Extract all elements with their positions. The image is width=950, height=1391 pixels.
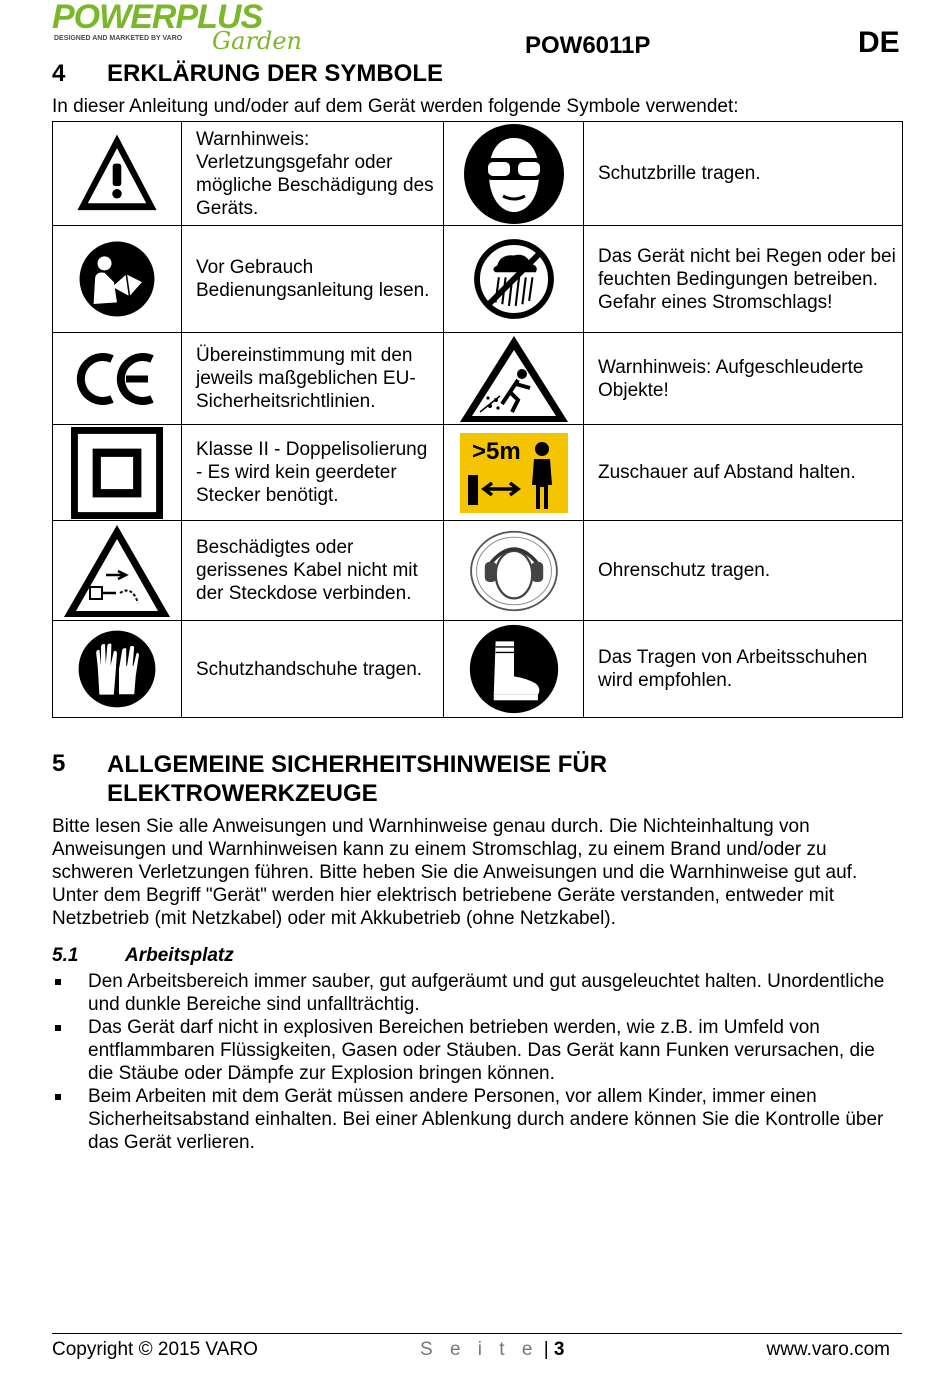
bullet-list xyxy=(52,970,902,1154)
section-5-number: 5 xyxy=(52,750,66,777)
section-5-heading xyxy=(52,750,902,812)
section-5-title: ALLGEMEINE SICHERHEITSHINWEISE FÜR ELEKTROWERKZEUGE xyxy=(107,751,608,807)
symbol-description: Beschädigtes oder gerissenes Kabel nicht mit der Steckdose verbinden. xyxy=(182,521,444,621)
symbol-description: Vor Gebrauch Bedienungsanleitung lesen. xyxy=(182,226,444,333)
powerplus-garden-logo xyxy=(52,0,342,52)
symbol-description: Das Tragen von Arbeitsschuhen wird empfohlen. xyxy=(584,621,903,718)
distance-label: >5m xyxy=(471,437,521,465)
list-item xyxy=(52,1016,902,1085)
model-number: POW6011P xyxy=(525,32,651,59)
subsection-number: 5.1 xyxy=(52,945,79,966)
footer-copyright: Copyright © 2015 VARO xyxy=(52,1339,258,1360)
table-row xyxy=(53,621,903,718)
table-row xyxy=(53,333,903,425)
safety-boots-icon xyxy=(467,623,561,715)
class-ii-icon xyxy=(71,427,163,519)
logo-text-powerplus: POWERPLUS xyxy=(52,0,263,36)
gloves-icon xyxy=(77,629,157,709)
bullet-icon xyxy=(55,979,61,985)
page-number: 3 xyxy=(553,1339,565,1360)
page-separator: | xyxy=(543,1339,549,1360)
list-item-text: Den Arbeitsbereich immer sauber, gut aufgeräumt und gut ausgeleuchtet halten. Unordentliche und dunkle Bereiche sind unfallträchtig. xyxy=(88,971,885,1015)
symbol-description: Ohrenschutz tragen. xyxy=(584,521,903,621)
footer-url[interactable]: www.varo.com xyxy=(766,1339,890,1360)
thrown-objects-icon xyxy=(458,334,570,424)
warning-triangle-icon xyxy=(74,131,160,217)
section-4-intro: In dieser Anleitung und/oder auf dem Gerät werden folgende Symbole verwendet: xyxy=(52,96,739,117)
section-4-number: 4 xyxy=(52,60,66,87)
list-item xyxy=(52,970,902,1016)
read-manual-icon xyxy=(78,240,156,318)
no-rain-icon xyxy=(472,237,556,321)
list-item xyxy=(52,1085,902,1154)
list-item-text: Beim Arbeiten mit dem Gerät müssen andere Personen, vor allem Kinder, immer einen Sicherheitsabstand einhalten. Bei einer Ablenkung durch andere können Sie die Kontrolle über das Gerät verlieren. xyxy=(88,1086,884,1153)
bullet-icon xyxy=(55,1025,61,1031)
section-4-heading xyxy=(52,60,902,90)
logo-tagline: DESIGNED AND MARKETED BY VARO xyxy=(54,35,183,42)
subsection-title: Arbeitsplatz xyxy=(125,945,234,966)
symbol-description: Warnhinweis: Verletzungsgefahr oder mögliche Beschädigung des Geräts. xyxy=(182,122,444,226)
footer-page-number xyxy=(420,1339,565,1361)
section-4-title: ERKLÄRUNG DER SYMBOLE xyxy=(107,60,444,87)
symbol-description: Schutzhandschuhe tragen. xyxy=(182,621,444,718)
symbol-description: Übereinstimmung mit den jeweils maßgeblichen EU-Sicherheitsrichtlinien. xyxy=(182,333,444,425)
damaged-cable-icon xyxy=(62,523,172,619)
ce-mark-icon xyxy=(74,349,160,409)
language-code: DE xyxy=(858,26,900,59)
table-row xyxy=(53,425,903,521)
ear-protection-icon xyxy=(468,529,560,613)
page-label: S e i t e xyxy=(420,1339,539,1360)
symbol-description: Schutzbrille tragen. xyxy=(584,122,903,226)
symbols-table xyxy=(52,121,903,718)
bystander-distance-icon xyxy=(460,433,568,513)
symbol-description: Das Gerät nicht bei Regen oder bei feuchten Bedingungen betreiben. Gefahr eines Stromschlags! xyxy=(584,226,903,333)
symbol-description: Klasse II - Doppelisolierung - Es wird kein geerdeter Stecker benötigt. xyxy=(182,425,444,521)
symbol-description: Warnhinweis: Aufgeschleuderte Objekte! xyxy=(584,333,903,425)
table-row xyxy=(53,122,903,226)
section-5-paragraph: Bitte lesen Sie alle Anweisungen und Warnhinweise genau durch. Die Nichteinhaltung von Anweisungen und Warnhinweisen kann zu einem Stromschlag, zu einem Brand und/oder zu schweren Verletzungen führen. Bitte heben Sie die Anweisungen und die Warnhinweise gut auf. Unter dem Begriff "Gerät" werden hier elektrisch betriebene Geräte verstanden, entweder mit Netzbetrieb (mit Netzkabel) oder mit Akkubetrieb (ohne Netzkabel). xyxy=(52,816,858,929)
list-item-text: Das Gerät darf nicht in explosiven Bereichen betrieben werden, wie z.B. im Umfeld von entflammbaren Flüssigkeiten, Gasen oder Stäuben. Das Gerät kann Funken verursachen, die die Stäube oder Dämpfe zur Explosion bringen können. xyxy=(88,1017,875,1084)
logo-text-garden: Garden xyxy=(212,27,302,52)
bullet-icon xyxy=(55,1094,61,1100)
footer-divider xyxy=(52,1333,902,1334)
table-row xyxy=(53,521,903,621)
symbol-description: Zuschauer auf Abstand halten. xyxy=(584,425,903,521)
safety-goggles-icon xyxy=(461,124,567,224)
table-row xyxy=(53,226,903,333)
